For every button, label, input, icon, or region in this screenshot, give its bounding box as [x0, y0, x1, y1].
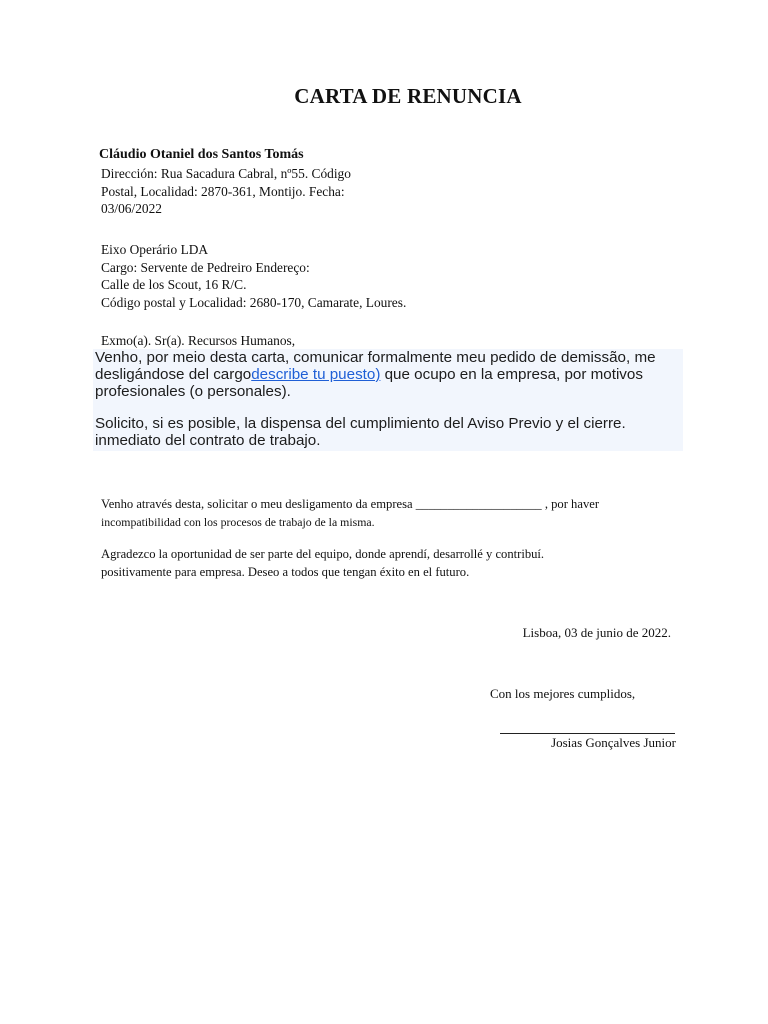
letter-title: CARTA DE RENUNCIA — [294, 84, 522, 108]
closing: Con los mejores cumplidos, — [490, 686, 636, 701]
body-line: positivamente para empresa. Deseo a todos que tengan éxito en el futuro. — [101, 564, 470, 579]
highlight-paragraph-2: Solicito, si es posible, la dispensa del cumplimiento del Aviso Previo y el cierre. inmediato del contrato de trabajo. — [95, 415, 626, 449]
body-line: Venho através desta, solicitar o meu desligamento da empresa ____________________ , por haver — [101, 497, 600, 511]
sender-address-line: Postal, Localidad: 2870-361, Montijo. Fecha: — [101, 183, 345, 199]
highlight-text: que ocupo en la empresa, por motivos profesionales (o personales). — [95, 366, 643, 400]
signature-line — [500, 733, 675, 734]
signature-name: Josias Gonçalves Junior — [551, 735, 676, 750]
company-block — [101, 241, 406, 311]
company-line: Cargo: Servente de Pedreiro Endereço: — [101, 259, 310, 275]
highlighted-paragraphs — [93, 349, 683, 451]
sender-name: Cláudio Otaniel dos Santos Tomás — [99, 147, 304, 162]
sender-address-line: Dirección: Rua Sacadura Cabral, nº55. Código — [101, 166, 351, 181]
company-line: Eixo Operário LDA — [101, 242, 209, 257]
company-line: Código postal y Localidad: 2680-170, Camarate, Loures. — [101, 294, 407, 310]
highlight-text: Venho, por meio desta carta, comunicar formalmente meu pedido de demissão, me desligándose del cargo — [95, 349, 656, 383]
company-line: Calle de los Scout, 16 R/C. — [101, 277, 247, 293]
body-line: incompatibilidad con los procesos de trabajo de la misma. — [101, 514, 375, 529]
sender-address — [101, 165, 391, 218]
body-paragraph-1 — [101, 496, 671, 531]
body-line: Agradezco la oportunidad de ser parte del equipo, donde aprendí, desarrollé y contribuí. — [101, 547, 545, 561]
date-line: Lisboa, 03 de junio de 2022. — [522, 625, 671, 640]
body-paragraph-2 — [101, 546, 671, 581]
salutation: Exmo(a). Sr(a). Recursos Humanos, — [101, 333, 296, 348]
sender-address-line: 03/06/2022 — [101, 201, 163, 217]
highlight-paragraph-1 — [95, 349, 683, 400]
job-title-link[interactable]: describe tu puesto) — [251, 366, 381, 383]
